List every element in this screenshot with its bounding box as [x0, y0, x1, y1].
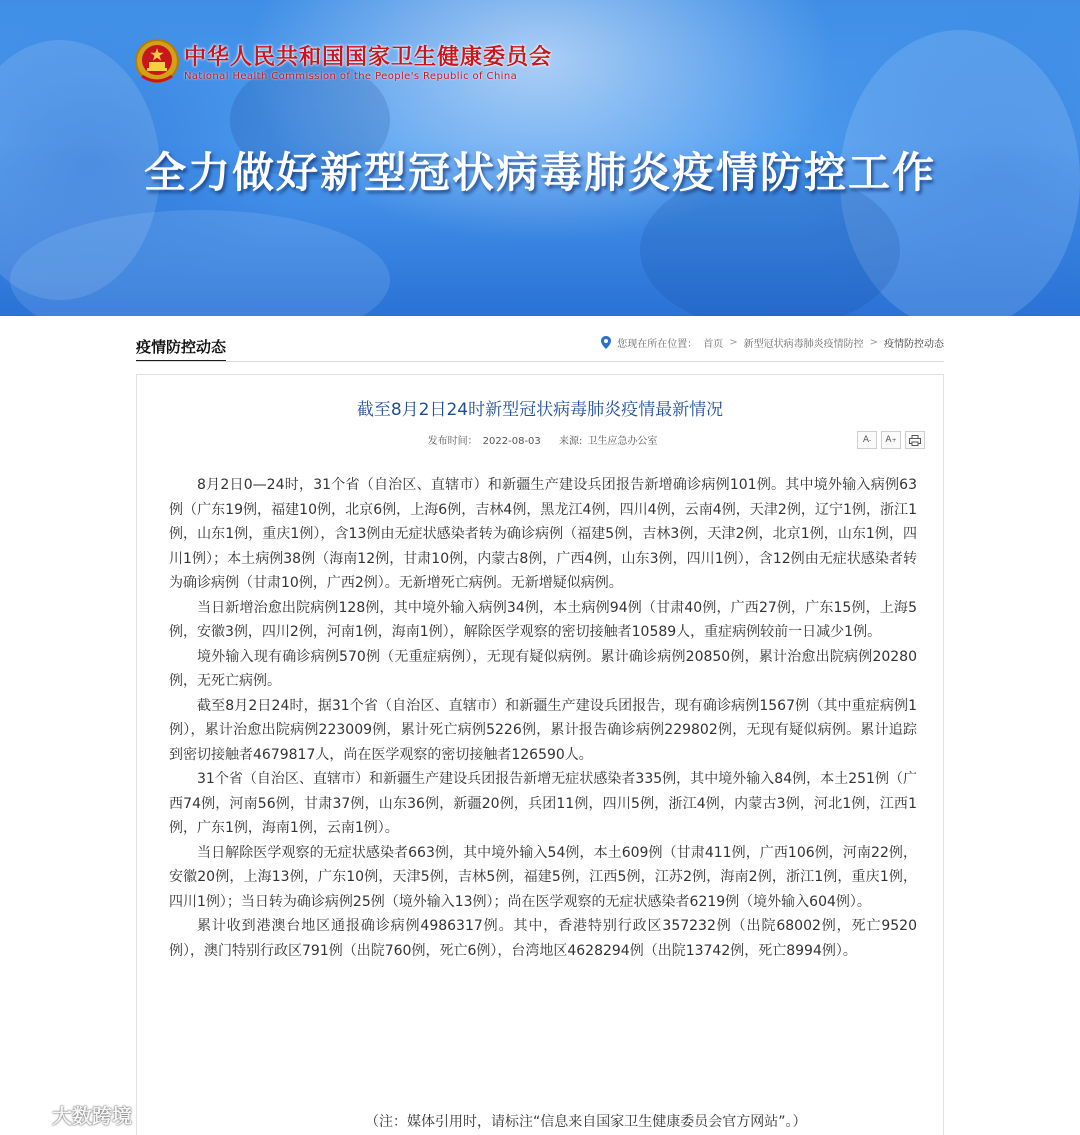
publish-date-label: 发布时间：: [427, 436, 478, 447]
breadcrumb-separator: >: [729, 337, 738, 348]
header-banner: [0, 0, 1080, 316]
breadcrumb: [601, 335, 944, 350]
article-paragraph: 31个省（自治区、直辖市）和新疆生产建设兵团报告新增无症状感染者335例，其中境外输入84例，本土251例（广西74例，河南56例，甘肃37例，山东36例，新疆20例，兵团11例，四川5例，浙江4例，内蒙古3例，河北1例，江西1例，广东1例，海南1例，云南1例）。: [169, 771, 917, 836]
breadcrumb-item-covid[interactable]: 新型冠状病毒肺炎疫情防控: [743, 339, 864, 350]
breadcrumb-item-home[interactable]: 首页: [703, 339, 724, 350]
watermark-logo-icon: [8, 1104, 48, 1126]
publish-date: 2022-08-03: [482, 436, 541, 447]
org-name-en[interactable]: National Health Commission of the People's Republic of China: [184, 71, 518, 82]
article-paragraph: 当日新增治愈出院病例128例，其中境外输入病例34例，本土病例94例（甘肃40例，广西27例，广东15例，上海5例，安徽3例，四川2例，河南1例，海南1例），解除医学观察的密切接触者10589人，重症病例较前一日减少1例。: [169, 599, 917, 640]
article-tools: [857, 431, 925, 449]
article-meta: [137, 432, 943, 447]
section-divider: [136, 361, 944, 362]
article-paragraph: 境外输入现有确诊病例570例（无重症病例），无现有疑似病例。累计确诊病例20850例，累计治愈出院病例20280例，无死亡病例。: [169, 648, 917, 689]
article-paragraph: 累计收到港澳台地区通报确诊病例4986317例。其中，香港特别行政区357232例（出院68002例，死亡9520例），澳门特别行政区791例（出院760例，死亡6例），台湾地区4628294例（出院13742例，死亡8994例）。: [169, 918, 917, 959]
source-label: 来源:: [558, 436, 583, 447]
print-icon: [909, 435, 921, 446]
org-name-cn[interactable]: 中华人民共和国国家卫生健康委员会: [184, 45, 553, 70]
print-button[interactable]: [905, 431, 925, 449]
article-body: [169, 473, 917, 963]
location-pin-icon: [601, 336, 611, 349]
article-paragraph: 8月2日0—24时，31个省（自治区、直辖市）和新疆生产建设兵团报告新增确诊病例101例。其中境外输入病例63例（广东19例，福建10例，北京6例，上海6例，吉林4例，黑龙江4例，四川4例，云南4例，天津2例，辽宁1例，浙江1例，山东1例，重庆1例），含13例由无症状感染者转为确诊病例（福建5例，吉林3例，天津2例，北京1例，山东1例，四川1例）；本土病例38例（海南12例，甘肃10例，内蒙古8例，广西4例，山东3例，四川1例），含12例由无症状感染者转为确诊病例（甘肃10例，广西2例）。无新增死亡病例。无新增疑似病例。: [169, 477, 917, 591]
breadcrumb-separator: >: [869, 337, 878, 348]
national-emblem-icon[interactable]: [134, 36, 180, 86]
breadcrumb-item-current[interactable]: 疫情防控动态: [884, 339, 944, 350]
article-title: 截至8月2日24时新型冠状病毒肺炎疫情最新情况: [356, 400, 724, 420]
font-decrease-button[interactable]: A -: [857, 431, 877, 449]
breadcrumb-prefix: 您现在所在位置：: [617, 339, 698, 350]
source-value: 卫生应急办公室: [587, 436, 658, 447]
watermark-text: 大数跨境: [52, 1104, 132, 1128]
article-box: [136, 374, 944, 1135]
section-title: 疫情防控动态: [136, 336, 226, 362]
article-paragraph: 当日解除医学观察的无症状感染者663例，其中境外输入54例，本土609例（甘肃411例，广西106例，河南22例，安徽20例，上海13例，广东10例，天津5例，吉林5例，福建5例，江西5例，江苏2例，海南2例，浙江1例，重庆1例，四川1例）；当日转为确诊病例25例（境外输入13例）；尚在医学观察的无症状感染者6219例（境外输入604例）。: [169, 844, 917, 910]
font-increase-button[interactable]: A +: [881, 431, 901, 449]
watermark: [8, 1100, 132, 1129]
article-paragraph: 截至8月2日24时，据31个省（自治区、直辖市）和新疆生产建设兵团报告，现有确诊病例1567例（其中重症病例1例），累计治愈出院病例223009例，累计死亡病例5226例，累计报告确诊病例229802例，无现有疑似病例。累计追踪到密切接触者4679817人，尚在医学观察的密切接触者126590人。: [169, 697, 917, 763]
banner-slogan: 全力做好新型冠状病毒肺炎疫情防控工作: [143, 148, 936, 197]
citation-note: （注：媒体引用时，请标注“信息来自国家卫生健康委员会官方网站”。）: [365, 1114, 807, 1130]
